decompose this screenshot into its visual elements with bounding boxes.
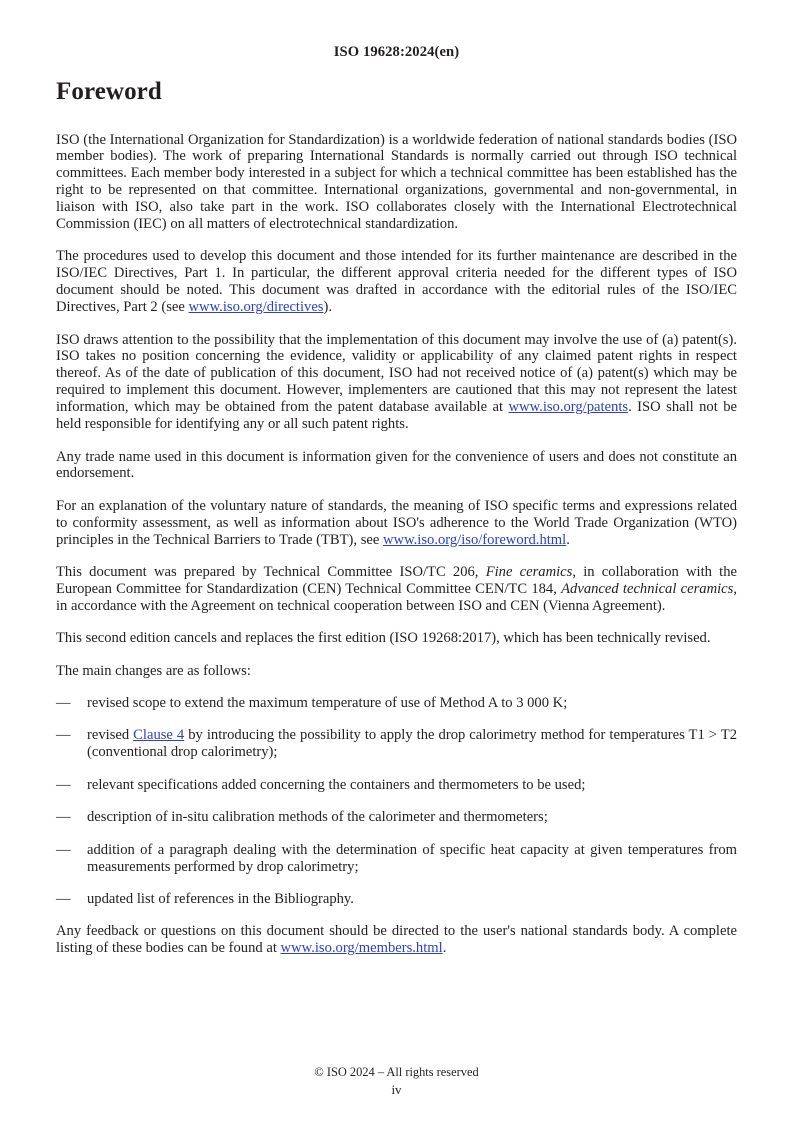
list-item (56, 727, 737, 761)
list-item (56, 809, 737, 826)
list-item (56, 695, 737, 712)
paragraph-feedback-text-b: . (442, 940, 447, 957)
paragraph-committee-text-c: , in accordance with the Agreement on technical cooperation between ISO and CEN (Vienna Agreement). (56, 580, 737, 614)
paragraph-committee (56, 564, 737, 615)
list-item-text-a: revised (87, 727, 134, 744)
committee-title-advanced-technical-ceramics: Advanced technical ceramics (561, 580, 734, 597)
em-dash-bullet: — (56, 841, 71, 858)
list-item-text-b: by introducing the possibility to apply the drop calorimetry method for temperatures T1 > T2 (conventional drop calorimetry); (87, 727, 737, 761)
list-item-text-a: description of in-situ calibration methods of the calorimeter and thermometers; (87, 809, 548, 826)
paragraph-committee-text-a: This document was prepared by Technical Committee ISO/TC 206, (56, 564, 486, 581)
link-iso-patents[interactable]: www.iso.org/patents (508, 399, 629, 416)
list-item-text-a: relevant specifications added concerning the containers and thermometers to be used; (87, 776, 586, 793)
page-title: Foreword (56, 78, 162, 105)
em-dash-bullet: — (56, 809, 71, 826)
list-item (56, 842, 737, 876)
list-item-text-a: addition of a paragraph dealing with the determination of specific heat capacity at given temperatures from measurements performed by drop calorimetry; (87, 841, 737, 875)
list-item-text-a: updated list of references in the Bibliography. (87, 890, 354, 907)
footer-copyright: © ISO 2024 – All rights reserved (314, 1065, 479, 1079)
committee-title-fine-ceramics: Fine ceramics (485, 564, 573, 581)
em-dash-bullet: — (56, 776, 71, 793)
paragraph-feedback-text-a: Any feedback or questions on this document should be directed to the user's national standards body. A complete listing of these bodies can be found at (56, 923, 737, 957)
link-clause-4[interactable]: Clause 4 (133, 727, 185, 744)
paragraph-procedures-text-b: ). (323, 299, 333, 316)
changes-list (56, 695, 737, 908)
page-content (56, 78, 737, 957)
paragraph-wto (56, 498, 737, 549)
paragraph-procedures-text-a: The procedures used to develop this document and those intended for its further maintenance are described in the ISO/IEC Directives, Part 1. In particular, the different approval criteria needed for the different types of ISO document should be noted. This document was drafted in accordance with the editorial rules of the ISO/IEC Directives, Part 2 (see (56, 248, 737, 316)
list-item-text-a: revised scope to extend the maximum temperature of use of Method A to 3 000 K; (87, 695, 568, 712)
footer-page-number: iv (391, 1082, 402, 1097)
paragraph-patents-text-b: . ISO shall not be held responsible for identifying any or all such patent rights. (56, 399, 737, 433)
paragraph-committee-text-b: , in collaboration with the European Committee for Standardization (CEN) Technical Committee CEN/TC 184, (56, 564, 738, 597)
running-head: ISO 19628:2024(en) (333, 44, 460, 60)
paragraph-patents-text-a: ISO draws attention to the possibility that the implementation of this document may involve the use of (a) patent(s). ISO takes no position concerning the evidence, validity or applicability of any claimed patent rights in respect thereof. As of the date of publication of this document, ISO had not received notice of (a) patent(s) which may be required to implement this document. However, implementers are cautioned that this may not represent the latest information, which may be obtained from the patent database available at (56, 331, 737, 416)
link-iso-members[interactable]: www.iso.org/members.html (280, 940, 443, 957)
paragraph-patents (56, 332, 737, 433)
link-iso-foreword[interactable]: www.iso.org/iso/foreword.html (382, 531, 567, 548)
list-item (56, 777, 737, 794)
paragraph-wto-text-b: . (566, 531, 570, 548)
list-item (56, 891, 737, 908)
paragraph-main-changes-intro: The main changes are as follows: (56, 662, 251, 679)
paragraph-second-edition: This second edition cancels and replaces the first edition (ISO 19268:2017), which has been technically revised. (56, 630, 711, 647)
paragraph-feedback (56, 923, 737, 957)
link-iso-directives[interactable]: www.iso.org/directives (188, 299, 324, 316)
paragraph-procedures (56, 248, 737, 316)
paragraph-iso-intro: ISO (the International Organization for Standardization) is a worldwide federation of national standards bodies (ISO member bodies). The work of preparing International Standards is normally carried out through ISO technical committees. Each member body interested in a subject for which a technical committee has been established has the right to be represented on that committee. International organizations, governmental and non-governmental, in liaison with ISO, also take part in the work. ISO collaborates closely with the International Electrotechnical Commission (IEC) on all matters of electrotechnical standardization. (56, 131, 737, 233)
em-dash-bullet: — (56, 695, 71, 712)
em-dash-bullet: — (56, 727, 71, 744)
em-dash-bullet: — (56, 890, 71, 907)
paragraph-wto-text-a: For an explanation of the voluntary nature of standards, the meaning of ISO specific terms and expressions related to conformity assessment, as well as information about ISO's adherence to the World Trade Organization (WTO) principles in the Technical Barriers to Trade (TBT), see (56, 497, 737, 548)
paragraph-trade-name: Any trade name used in this document is information given for the convenience of users and does not constitute an endorsement. (56, 448, 737, 482)
